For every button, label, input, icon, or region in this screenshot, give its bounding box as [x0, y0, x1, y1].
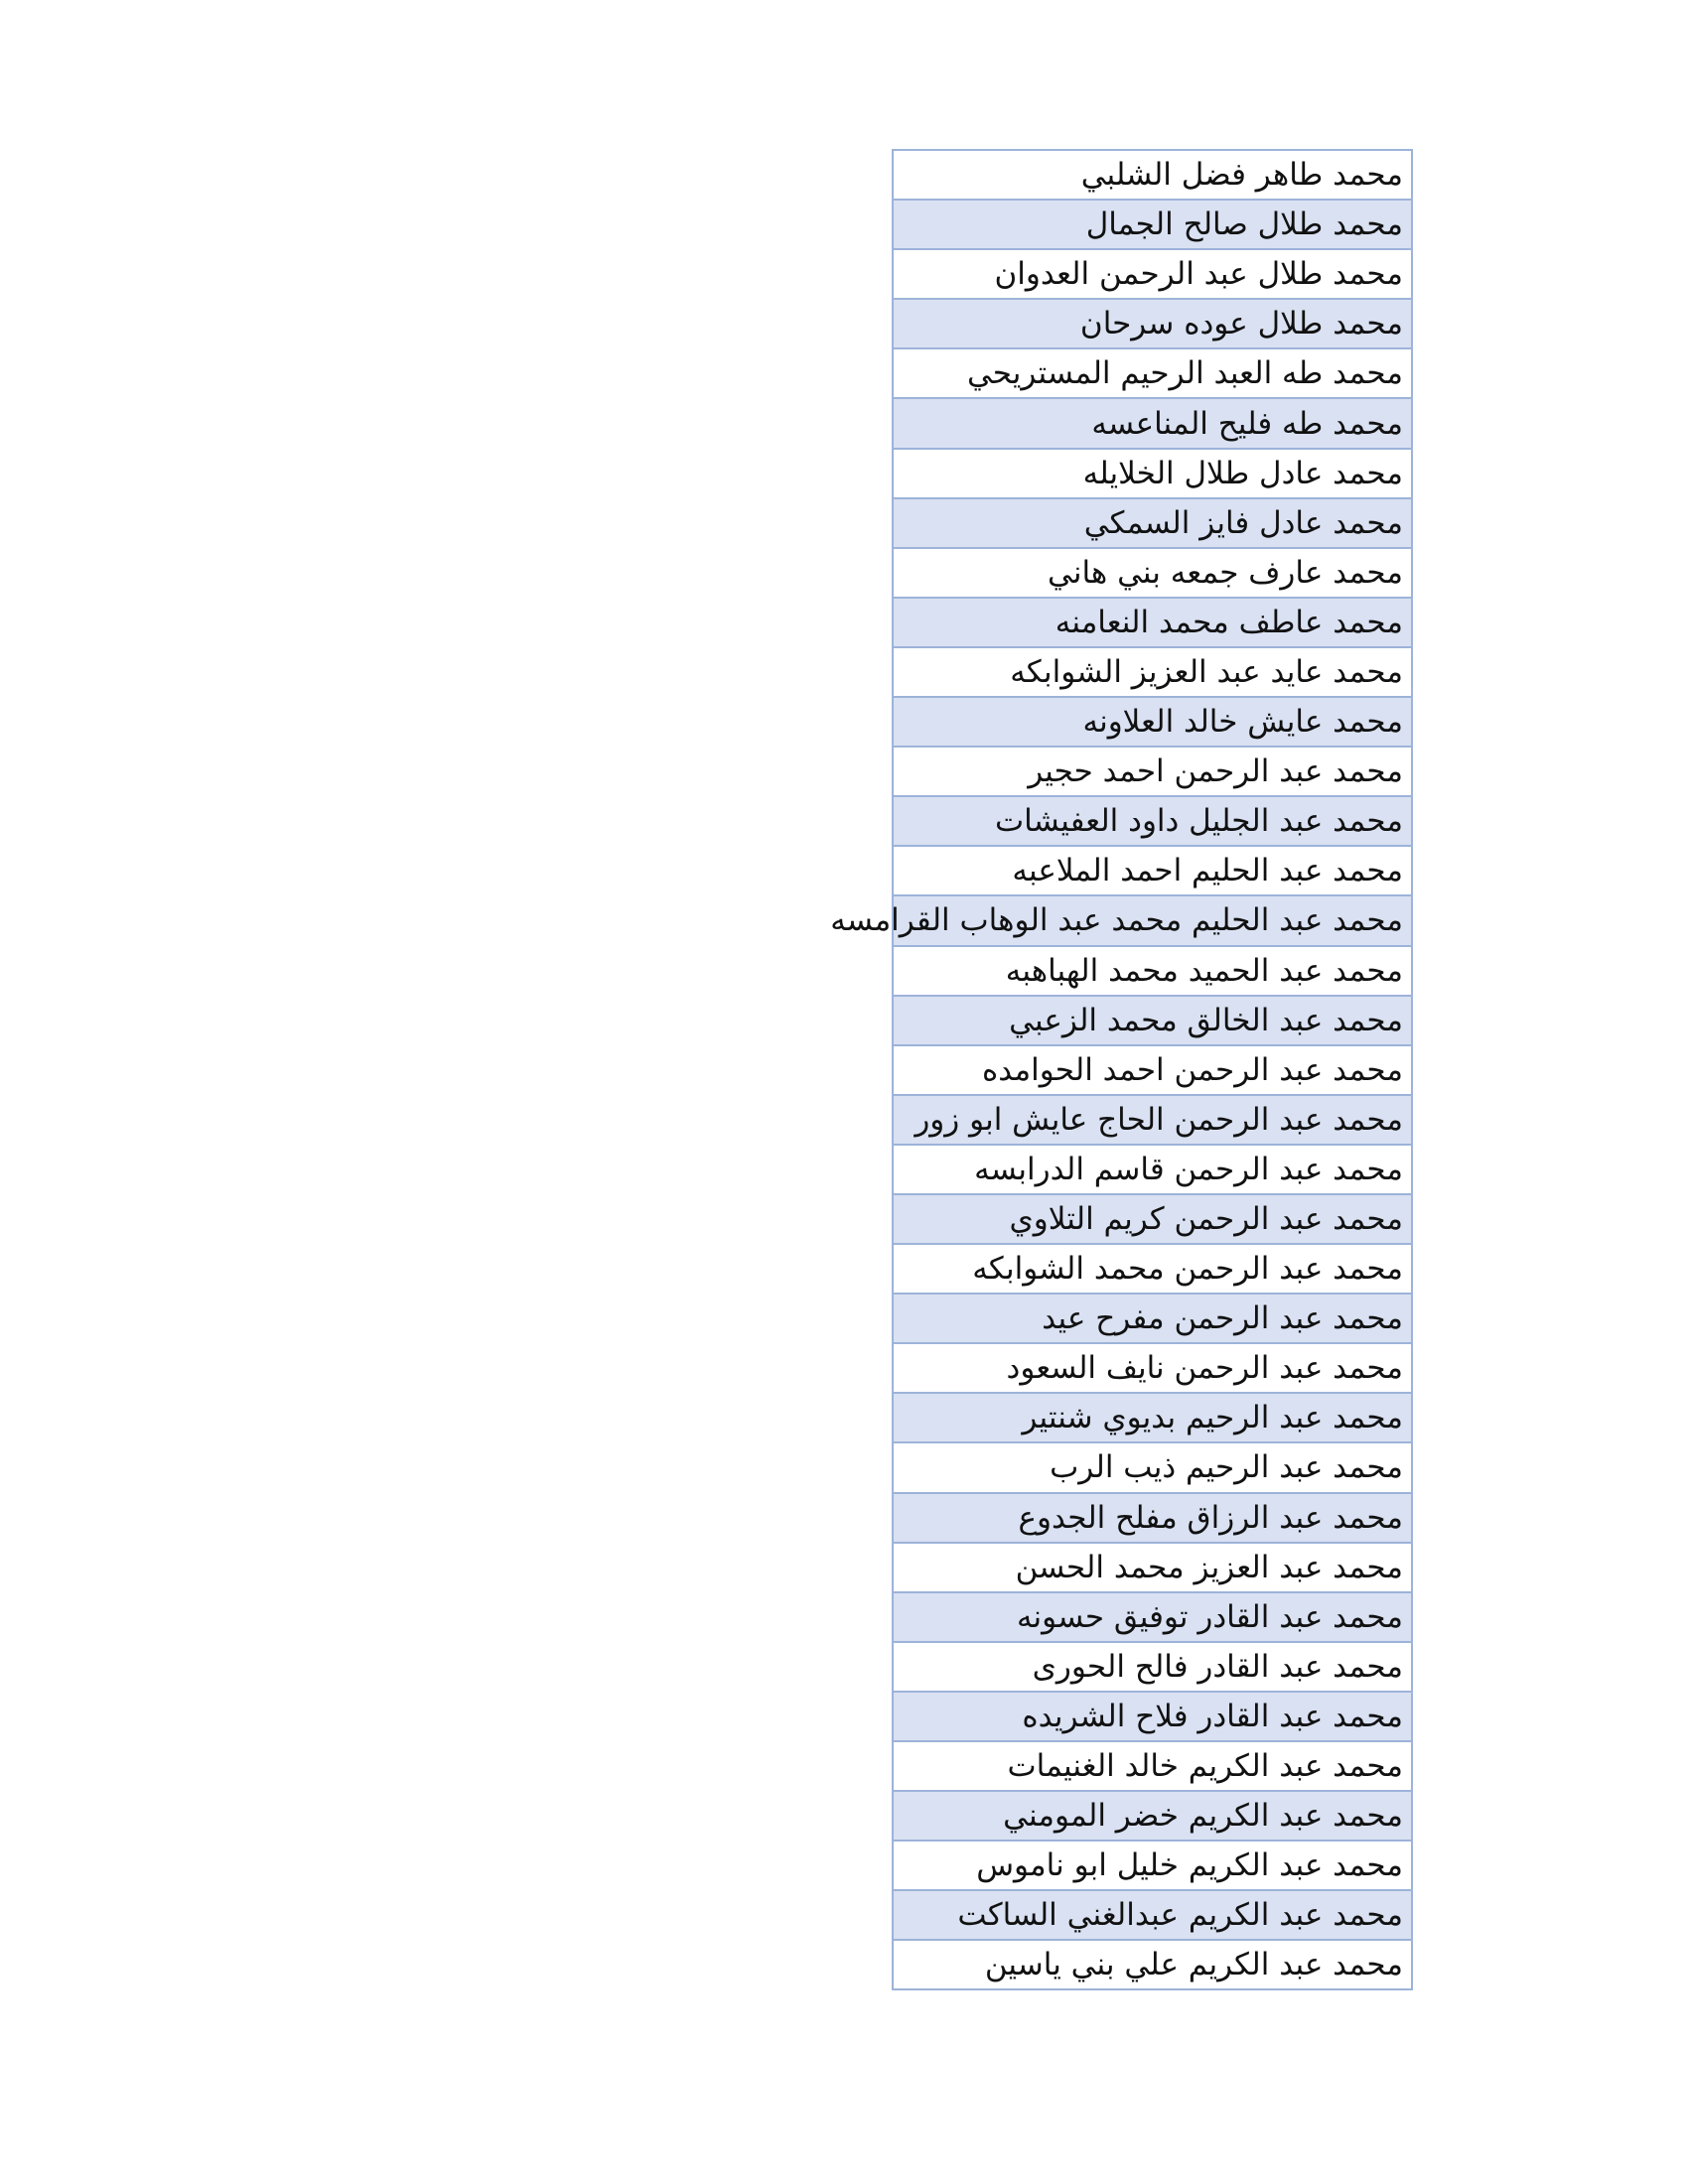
name-cell: محمد عارف جمعه بني هاني [1047, 554, 1403, 591]
table-row [894, 1494, 1411, 1544]
table-row [894, 1146, 1411, 1195]
name-cell: محمد طلال صالح الجمال [1085, 206, 1403, 243]
name-cell: محمد عبد الرحمن مفرح عيد [1042, 1300, 1403, 1337]
name-cell: محمد عبد الخالق محمد الزعبي [1009, 1002, 1403, 1038]
table-row [894, 1344, 1411, 1394]
name-cell: محمد عبد الجليل داود العفيشات [994, 803, 1403, 840]
name-cell: محمد عبد القادر توفيق حسونه [1016, 1598, 1403, 1635]
table-row [894, 1941, 1411, 1990]
name-cell: محمد طلال عوده سرحان [1079, 306, 1403, 342]
table-row [894, 1245, 1411, 1295]
table-row [894, 997, 1411, 1046]
table-row [894, 1046, 1411, 1096]
table-row [894, 1195, 1411, 1245]
table-row [894, 1792, 1411, 1842]
name-cell: محمد عبد الكريم علي بني ياسين [984, 1947, 1403, 1983]
name-cell: محمد عبد العزيز محمد الحسن [1015, 1549, 1403, 1585]
table-row [894, 1693, 1411, 1742]
name-cell: محمد عبد الكريم خالد الغنيمات [1007, 1748, 1403, 1785]
table-row [894, 1742, 1411, 1792]
name-cell: محمد عبد الحليم احمد الملاعبه [1012, 853, 1403, 889]
name-cell: محمد طه العبد الرحيم المستريحي [966, 355, 1403, 392]
table-row [894, 1842, 1411, 1891]
table-row [894, 847, 1411, 896]
name-cell: محمد عبد الرحمن احمد حجير [1028, 753, 1403, 790]
name-cell: محمد عايش خالد العلاونه [1082, 704, 1403, 741]
names-table [830, 149, 1413, 1990]
table-row [894, 151, 1411, 201]
table-row [894, 648, 1411, 698]
table-row [894, 1891, 1411, 1941]
name-cell: محمد عبد الرحيم ذيب الرب [1050, 1449, 1403, 1486]
table-row [894, 1295, 1411, 1344]
name-cell: محمد عبد الحليم محمد عبد الوهاب القرامسه [830, 902, 1403, 939]
table-row [894, 349, 1411, 399]
table-row [894, 1593, 1411, 1643]
table-row [830, 896, 1411, 946]
table-row [894, 549, 1411, 599]
name-cell: محمد طلال عبد الرحمن العدوان [994, 256, 1403, 293]
name-cell: محمد عبد القادر فلاح الشريده [1022, 1698, 1403, 1734]
table-row [894, 698, 1411, 748]
table-row [894, 797, 1411, 847]
table-row [894, 947, 1411, 997]
table-row [894, 1096, 1411, 1146]
table-row [894, 201, 1411, 250]
name-cell: محمد عبد الكريم عبدالغني الساكت [957, 1897, 1403, 1934]
name-cell: محمد طه فليح المناعسه [1091, 405, 1403, 442]
table-row [894, 499, 1411, 549]
name-cell: محمد عبد الحميد محمد الهباهبه [1005, 952, 1403, 989]
name-cell: محمد عبد الرحمن قاسم الدرابسه [974, 1151, 1403, 1187]
table-row [894, 250, 1411, 300]
name-cell: محمد عبد الرحمن كريم التلاوي [1009, 1201, 1403, 1238]
table-row [894, 1544, 1411, 1593]
name-cell: محمد عاطف محمد النعامنه [1055, 604, 1403, 640]
table-row [894, 450, 1411, 499]
table-row [894, 399, 1411, 449]
table-row [894, 1394, 1411, 1443]
name-cell: محمد عادل فايز السمكي [1083, 504, 1403, 541]
name-cell: محمد عبد القادر فالح الحورى [1032, 1648, 1403, 1685]
name-cell: محمد عبد الرحمن الحاج عايش ابو زور [914, 1101, 1403, 1138]
name-cell: محمد عبد الرحمن محمد الشوابكه [972, 1251, 1403, 1288]
name-cell: محمد عبد الرزاق مفلح الجدوع [1018, 1499, 1403, 1536]
name-cell: محمد عبد الرحمن نايف السعود [1006, 1350, 1403, 1387]
table-row [894, 300, 1411, 349]
name-cell: محمد عبد الرحيم بديوي شنتير [1022, 1400, 1403, 1436]
table-row [894, 1443, 1411, 1493]
name-cell: محمد عبد الكريم خضر المومني [1003, 1798, 1403, 1835]
name-cell: محمد عادل طلال الخلايله [1082, 455, 1403, 491]
table-row [894, 748, 1411, 797]
name-cell: محمد عبد الرحمن احمد الحوامده [982, 1051, 1403, 1088]
name-cell: محمد عايد عبد العزيز الشوابكه [1010, 653, 1403, 690]
name-cell: محمد عبد الكريم خليل ابو ناموس [976, 1847, 1403, 1884]
table-row [894, 599, 1411, 648]
table-row [894, 1643, 1411, 1693]
name-cell: محمد طاهر فضل الشلبي [1080, 157, 1403, 194]
